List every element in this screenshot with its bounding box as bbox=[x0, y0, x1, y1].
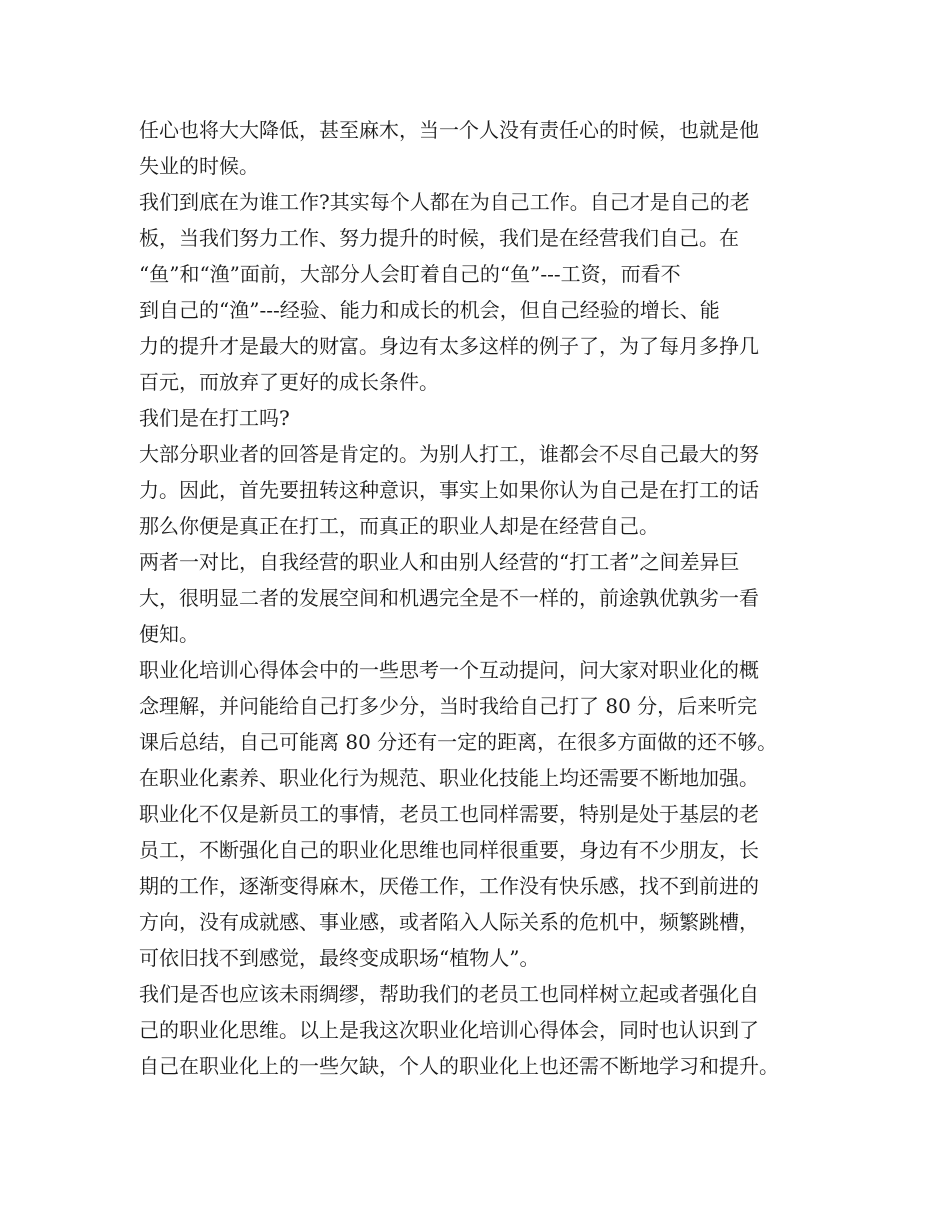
text-line: 课后总结，自己可能离 80 分还有一定的距离，在很多方面做的还不够。 bbox=[139, 730, 778, 754]
text-line: 到自己的“渔”---经验、能力和成长的机会，但自己经验的增长、能 bbox=[139, 298, 720, 322]
text-line: 力。因此，首先要扭转这种意识，事实上如果你认为自己是在打工的话 bbox=[139, 478, 759, 502]
text-line: 我们到底在为谁工作?其实每个人都在为自己工作。自己才是自己的老 bbox=[139, 190, 750, 214]
text-line: 失业的时候。 bbox=[139, 154, 259, 178]
text-line: 百元，而放弃了更好的成长条件。 bbox=[139, 370, 439, 394]
text-line: 板，当我们努力工作、努力提升的时候，我们是在经营我们自己。在 bbox=[139, 226, 739, 250]
text-line: 便知。 bbox=[139, 622, 199, 646]
text-line: “鱼”和“渔”面前，大部分人会盯着自己的“鱼”---工资，而看不 bbox=[139, 262, 681, 286]
text-line: 可依旧找不到感觉，最终变成职场“植物人”。 bbox=[139, 946, 540, 970]
text-line: 那么你便是真正在打工，而真正的职业人却是在经营自己。 bbox=[139, 514, 659, 538]
text-line: 任心也将大大降低，甚至麻木，当一个人没有责任心的时候，也就是他 bbox=[139, 118, 759, 142]
text-line: 我们是否也应该未雨绸缪，帮助我们的老员工也同样树立起或者强化自 bbox=[139, 982, 759, 1006]
text-line: 我们是在打工吗? bbox=[139, 406, 290, 430]
text-line: 力的提升才是最大的财富。身边有太多这样的例子了，为了每月多挣几 bbox=[139, 334, 759, 358]
text-line: 己的职业化思维。以上是我这次职业化培训心得体会，同时也认识到了 bbox=[139, 1018, 759, 1042]
text-line: 方向，没有成就感、事业感，或者陷入人际关系的危机中，频繁跳槽， bbox=[139, 910, 759, 934]
text-line: 大部分职业者的回答是肯定的。为别人打工，谁都会不尽自己最大的努 bbox=[139, 442, 759, 466]
text-line: 两者一对比，自我经营的职业人和由别人经营的“打工者”之间差异巨 bbox=[139, 550, 740, 574]
text-line: 大，很明显二者的发展空间和机遇完全是不一样的，前途孰优孰劣一看 bbox=[139, 586, 759, 610]
document-body bbox=[139, 112, 839, 1084]
text-line: 自己在职业化上的一些欠缺，个人的职业化上也还需不断地学习和提升。 bbox=[139, 1054, 779, 1078]
text-line: 职业化培训心得体会中的一些思考一个互动提问，问大家对职业化的概 bbox=[139, 658, 759, 682]
text-line: 在职业化素养、职业化行为规范、职业化技能上均还需要不断地加强。 bbox=[139, 766, 759, 790]
text-line: 员工，不断强化自己的职业化思维也同样很重要，身边有不少朋友，长 bbox=[139, 838, 759, 862]
text-line: 职业化不仅是新员工的事情，老员工也同样需要，特别是处于基层的老 bbox=[139, 802, 759, 826]
text-line: 念理解，并问能给自己打多少分，当时我给自己打了 80 分，后来听完 bbox=[139, 694, 758, 718]
text-line: 期的工作，逐渐变得麻木，厌倦工作，工作没有快乐感，找不到前进的 bbox=[139, 874, 759, 898]
